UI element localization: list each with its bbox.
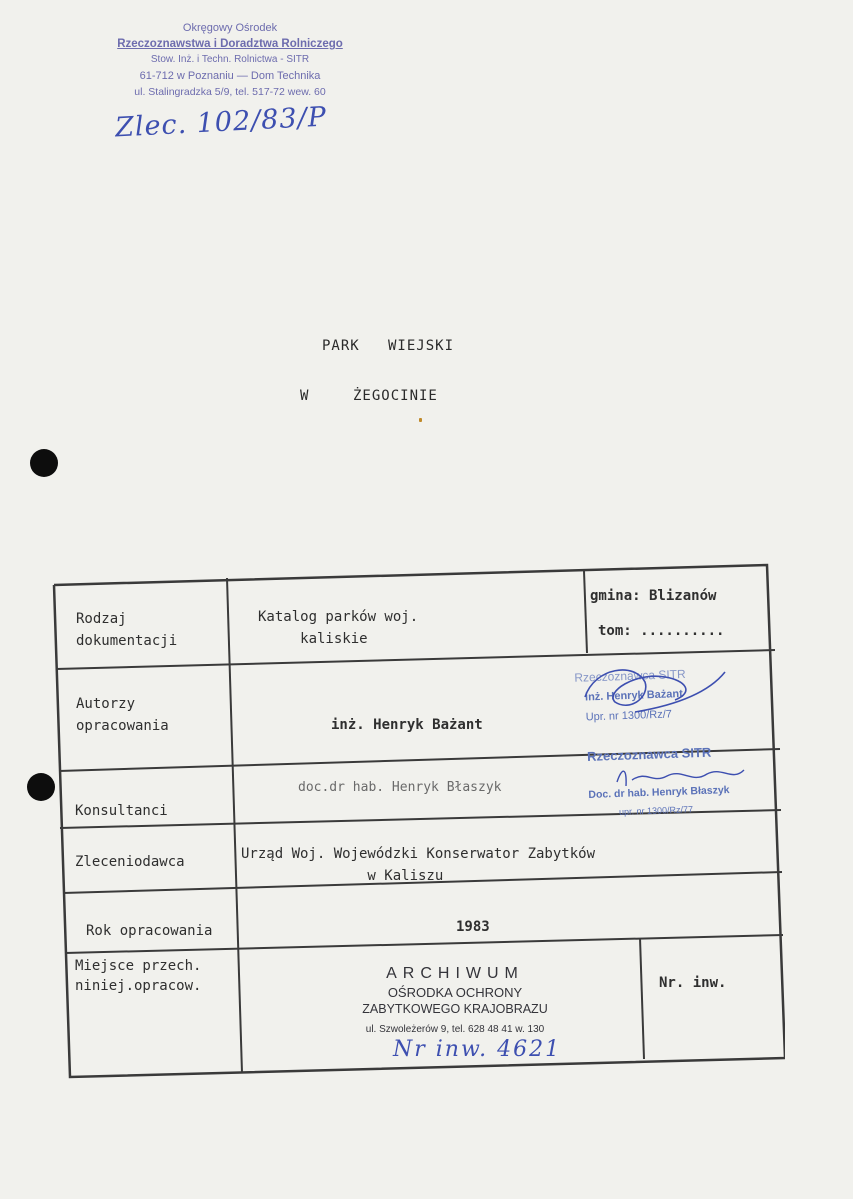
nr-inw-label: Nr. inw. bbox=[659, 975, 727, 991]
zleceniodawca-label: Zleceniodawca bbox=[75, 854, 185, 870]
sitr-stamp-2-line-1: Rzeczoznawca SITR bbox=[586, 744, 712, 764]
archive-line-4: ul. Szwoleżerów 9, tel. 628 48 41 w. 130 bbox=[365, 1024, 545, 1035]
stamp-line-3: Stow. Inż. i Techn. Rolnictwa - SITR bbox=[150, 54, 310, 65]
stamp-line-4: 61-712 w Poznaniu — Dom Technika bbox=[139, 70, 321, 82]
rodzaj-label: Rodzaj dokumentacji bbox=[76, 611, 178, 649]
stamp-line-5: ul. Stalingradzka 5/9, tel. 517-72 wew. 60 bbox=[134, 86, 326, 98]
rok-value: 1983 bbox=[456, 919, 490, 935]
handwritten-inventory-number: Nr inw. 4621 bbox=[393, 1037, 562, 1062]
sitr-stamp-1-line-2: inż. Henryk Bażant bbox=[584, 688, 684, 704]
konsultanci-value: doc.dr hab. Henryk Błaszyk bbox=[298, 780, 502, 795]
tom-label: tom: .......... bbox=[598, 623, 725, 639]
punch-hole-bottom bbox=[27, 773, 55, 801]
ink-dot bbox=[419, 418, 422, 422]
signature-blaszyk bbox=[612, 762, 752, 792]
archive-line-2: OŚRODKA OCHRONY bbox=[387, 985, 523, 1000]
rok-label: Rok opracowania bbox=[86, 923, 213, 939]
archive-line-3: ZABYTKOWEGO KRAJOBRAZU bbox=[362, 1002, 548, 1016]
autorzy-label: Autorzy opracowania bbox=[76, 696, 169, 734]
col-line-2 bbox=[584, 571, 587, 653]
document-title: PARK WIEJSKI bbox=[322, 338, 455, 354]
archive-line-1: ARCHIWUM bbox=[386, 965, 524, 982]
institution-stamp bbox=[100, 20, 360, 100]
konsultanci-label: Konsultanci bbox=[75, 803, 168, 819]
title-place: ŻEGOCINIE bbox=[353, 388, 438, 404]
stamp-line-1: Okręgowy Ośrodek bbox=[182, 22, 278, 34]
archive-stamp bbox=[330, 965, 580, 1035]
punch-hole-top bbox=[30, 449, 58, 477]
col-line-3 bbox=[640, 938, 644, 1059]
zleceniodawca-value: Urząd Woj. Wojewódzki Konserwator Zabytków w Kaliszu bbox=[241, 846, 596, 884]
col-line-1 bbox=[227, 578, 242, 1073]
sitr-stamp-1-line-1: Rzeczoznawca SITR bbox=[574, 666, 686, 685]
handwritten-order-number: Zlec. 102/83/P bbox=[114, 101, 328, 144]
sitr-stamp-2-line-2: Doc. dr hab. Henryk Błaszyk bbox=[588, 784, 730, 801]
sitr-stamp-1-line-3: Upr. nr 1300/Rz/7 bbox=[585, 708, 673, 724]
gmina-label: gmina: Blizanów bbox=[590, 588, 717, 604]
signature-bazant bbox=[575, 652, 745, 732]
sitr-stamp-2-line-3: upr. nr 1300/Rz/77 bbox=[618, 804, 694, 817]
title-prefix: W bbox=[300, 388, 310, 404]
autorzy-value: inż. Henryk Bażant bbox=[331, 717, 483, 733]
miejsce-label: Miejsce przech. niniej.opracow. bbox=[75, 958, 202, 994]
rodzaj-value: Katalog parków woj. kaliskie bbox=[258, 609, 419, 647]
stamp-line-2: Rzeczoznawstwa i Doradztwa Rolniczego bbox=[117, 38, 343, 50]
